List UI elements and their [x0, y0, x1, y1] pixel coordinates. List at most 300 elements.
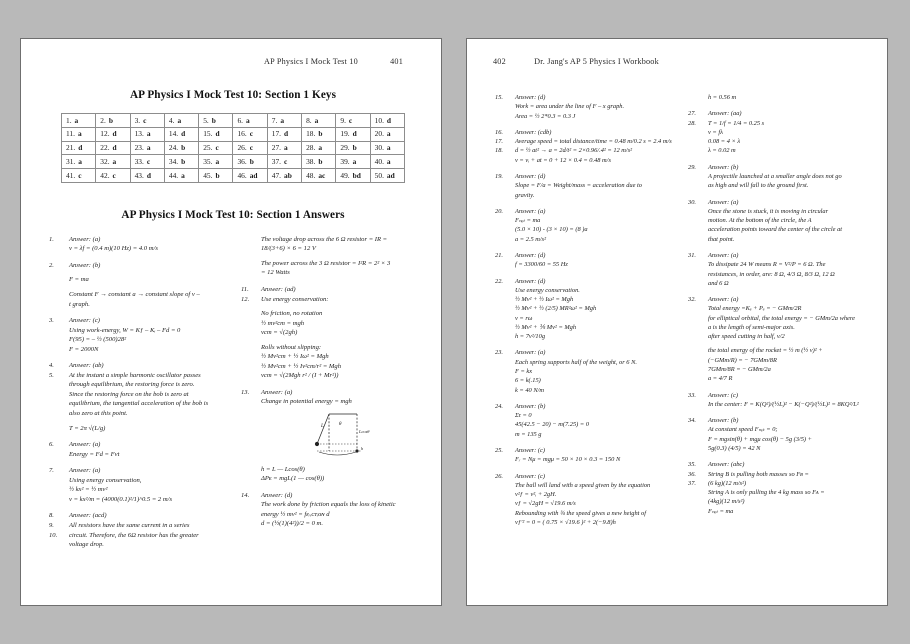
answer-item — [686, 416, 865, 453]
answer-item — [493, 348, 672, 394]
answer-item-number: 3. — [49, 317, 54, 325]
question-number: 50. — [374, 170, 384, 180]
answer-item-numbers — [47, 440, 69, 450]
answer-letter: d — [352, 129, 357, 139]
answer-key-cell — [164, 114, 198, 128]
answer-item-body — [708, 391, 865, 410]
answer-letter: a — [386, 156, 391, 166]
answer-item — [239, 235, 419, 278]
running-head-title: Dr. Jang's AP 5 Physics I Workbook — [534, 57, 659, 66]
question-number: 26. — [237, 143, 247, 153]
answer-line: String A is only pulling the 4 kg mass so Fᴀ = — [708, 489, 825, 497]
answer-line: T = 2π √(L/g) — [69, 424, 106, 432]
answer-letter: d — [284, 129, 289, 139]
question-number: 23. — [134, 143, 144, 153]
answer-letter: d — [146, 170, 151, 180]
answer-letter: b — [181, 156, 186, 166]
answer-item — [47, 235, 225, 254]
answer-line: 5g(0.3) (4/5) = 42 N — [708, 445, 761, 452]
answer-key-cell — [130, 169, 164, 183]
answer-line: Change in potential energy = mgh — [261, 398, 352, 406]
answer-line: Fₙₑₜ = ma — [708, 507, 734, 515]
answer-line: h = 7v²/10g — [515, 333, 546, 341]
answer-line: Use energy conservation: — [261, 295, 329, 303]
answer-line: Answer: (d) — [261, 491, 293, 499]
answer-key-cell — [62, 155, 96, 169]
answer-item-numbers — [493, 207, 515, 216]
answer-line: ½ Mv² + ⅕ Mv² = Mgh — [515, 323, 577, 331]
answer-line: At constant speed Fₙₑₜ = 0; — [708, 426, 778, 434]
answer-item-body — [708, 416, 865, 453]
question-number: 31. — [66, 156, 76, 166]
answer-line: (5.0 × 10) - (3 × 10) = (8 )a — [515, 226, 588, 234]
answer-letter: a — [181, 170, 185, 180]
answer-line: a is the length of semi-major axis. — [708, 323, 795, 331]
answer-item-body — [708, 109, 865, 155]
answer-line: vƒ′² = 0 = ( 0.75 × √19.6 )² + 2(−9.8)h — [515, 518, 616, 526]
answer-line: motion. At the bottom of the circle, the A — [708, 217, 812, 225]
answer-line: ½ kx² = ½ mv² — [69, 486, 108, 494]
answer-key-cell — [96, 141, 130, 155]
answer-letter: a — [112, 156, 117, 166]
answer-letter: a — [386, 129, 391, 139]
answer-line: Answer: (cdb) — [515, 128, 552, 136]
answer-item — [47, 466, 225, 504]
answer-item-body — [261, 285, 419, 381]
answer-line: that point. — [708, 235, 735, 243]
answer-letter: ac — [318, 170, 326, 180]
answer-line: (6 kg)(12 m/s²) — [708, 479, 747, 487]
answer-letter: a — [246, 115, 250, 125]
answer-line: ΔPᴇ = mgL(1 — cos(θ)) — [261, 475, 325, 483]
answer-item-body — [69, 316, 225, 354]
answer-letter: a — [352, 156, 357, 166]
answer-item — [686, 109, 865, 155]
answer-line: T = 1/f = 1/4 = 0.25 s — [708, 119, 765, 127]
question-number: 35. — [203, 156, 213, 166]
answer-letter: c — [78, 170, 82, 180]
answer-line: Answer: (d) — [515, 94, 546, 101]
answer-item-body — [708, 460, 865, 516]
answer-letter: ab — [284, 170, 292, 180]
answer-line: 18/(3+6) × 6 = 12 V — [261, 245, 316, 253]
answer-line: Each spring supports half of the weight, or 6 N. — [515, 358, 637, 366]
answer-line: the total energy of the rocket = ½ m (½ v)² + — [708, 347, 823, 355]
pendulum-diagram — [313, 411, 419, 461]
question-number: 19. — [340, 129, 350, 139]
answer-line: Answer: (abc) — [708, 461, 745, 469]
answer-letter: d — [112, 143, 117, 153]
answer-item — [47, 440, 225, 459]
question-number: 42. — [100, 170, 110, 180]
answer-item-numbers — [686, 460, 708, 488]
answer-letter: d — [181, 129, 186, 139]
answer-item-numbers — [493, 446, 515, 455]
answer-key-cell — [302, 114, 336, 128]
answer-line: Answer: (b) — [708, 163, 739, 171]
answer-key-row — [62, 141, 405, 155]
answer-item-body — [708, 295, 865, 384]
answer-line: as high and will fall to the ground first. — [708, 182, 809, 190]
question-number: 8. — [306, 115, 312, 125]
answer-item-number: 30. — [688, 198, 696, 206]
answer-letter: a — [78, 156, 82, 166]
answer-line: Answer: (a) — [708, 251, 739, 259]
question-number: 9. — [340, 115, 346, 125]
answer-item — [47, 316, 225, 354]
answer-line: In the center: F = K(Q²)/(½L)² − K(−Q²)/(½L)² = 8KQ²/L² — [708, 400, 859, 408]
question-number: 44. — [168, 170, 179, 180]
question-number: 12. — [100, 129, 110, 139]
section-1-keys-title: AP Physics I Mock Test 10: Section 1 Keys — [129, 89, 337, 101]
answer-item — [47, 261, 225, 309]
question-number: 5. — [203, 115, 209, 125]
answer-line: Energy = Fd = Fvt — [69, 450, 120, 458]
answer-letter: b — [211, 115, 216, 125]
answer-line: 6 = k(.15) — [515, 377, 541, 385]
answer-key-row — [62, 127, 405, 141]
answer-item-body — [69, 466, 225, 504]
question-number: 22. — [100, 143, 110, 153]
page-number: 401 — [390, 57, 403, 66]
answer-item-numbers — [493, 472, 515, 481]
answer-line: a = 4/7 R — [708, 375, 733, 383]
answer-item-body — [69, 511, 225, 549]
answer-letter: c — [143, 115, 147, 125]
answer-item-numbers — [493, 277, 515, 286]
answer-letter: c — [348, 115, 353, 125]
question-number: 33. — [134, 156, 144, 166]
answer-key-cell — [62, 141, 96, 155]
answer-line: Area = ½ 2*0.3 = 0.3 J — [515, 112, 576, 120]
answer-key-cell — [302, 155, 336, 169]
answer-item-body — [515, 446, 672, 465]
answer-item — [686, 391, 865, 410]
answer-item-number: 31. — [688, 251, 696, 259]
answer-item-body — [69, 361, 225, 433]
question-number: 40. — [374, 156, 384, 166]
answer-line: F = ma — [69, 276, 89, 284]
question-number: 27. — [271, 143, 282, 153]
answer-line: Rolls without slipping: — [261, 343, 322, 351]
answer-key-cell — [370, 169, 404, 183]
answer-line: Answer: (b) — [708, 417, 739, 425]
answer-item-body — [708, 163, 865, 191]
answer-letter: c — [249, 143, 254, 153]
answer-item-number: 7. — [49, 467, 54, 475]
answer-line: through equilibrium, the restoring force is zero. — [69, 381, 195, 389]
answer-key-row — [62, 169, 405, 183]
answer-line: Answer: (a) — [515, 207, 546, 215]
answer-line: resistances, in order, are: 8 Ω, 4/3 Ω, 8/3 Ω, 12 Ω — [708, 270, 835, 278]
answer-line: ½ Mv² + ½ (2/5) MR²ω² = Mgh — [515, 305, 597, 313]
question-number: 4. — [168, 115, 175, 125]
answer-item-body — [261, 388, 419, 484]
answer-key-cell — [96, 169, 130, 183]
answer-item-numbers — [47, 261, 69, 271]
answer-line: Answer: (c) — [515, 447, 545, 454]
answer-letter: a — [280, 115, 285, 125]
answer-item-numbers — [47, 361, 69, 380]
answer-line: m = 135 g — [515, 430, 542, 438]
answer-letter: a — [386, 143, 391, 153]
answer-item-number: 12. — [241, 295, 250, 303]
answer-line: Average speed = total distance/time = 0.48 m/0.2 s = 2.4 m/s — [515, 138, 672, 146]
answer-line: circuit. Therefore, the 6Ω resistor has the greater — [69, 531, 199, 539]
answer-line: F = mgsin(θ) + mgμ cos(θ) − 5g (3/5) + — [708, 435, 812, 443]
answer-item-number: 16. — [495, 128, 503, 136]
answer-item-number: 4. — [49, 362, 54, 370]
answer-letter: d — [386, 115, 392, 125]
answer-item — [493, 402, 672, 439]
answer-key-cell — [267, 169, 301, 183]
answer-item-numbers — [686, 198, 708, 207]
answer-line: also zero at this point. — [69, 410, 128, 418]
answer-item-numbers — [493, 93, 515, 102]
answer-item-number: 27. — [688, 110, 696, 118]
answer-item-body — [515, 472, 672, 528]
question-number: 41. — [66, 170, 76, 180]
running-head-right-page — [493, 57, 865, 71]
answer-line: voltage drop. — [69, 541, 104, 549]
answer-item-body — [515, 93, 672, 121]
answer-item-numbers — [493, 128, 515, 156]
answer-letter: d — [215, 129, 220, 139]
question-number: 20. — [374, 129, 384, 139]
question-number: 25. — [203, 143, 213, 153]
answer-key-row — [62, 114, 405, 128]
answer-line: energy ½ mv² = fғᵣᵢᴄᴛᵢᴏɴ d — [261, 510, 330, 518]
answer-key-cell — [370, 127, 404, 141]
answer-item — [686, 295, 865, 384]
answer-item-numbers — [686, 163, 708, 172]
question-number: 6. — [237, 115, 244, 125]
answer-item-number: 36. — [688, 470, 696, 478]
question-number: 3. — [134, 115, 141, 125]
answer-line: Work = area under the line of F – x graph. — [515, 103, 625, 111]
answer-line: Στ = 0 — [515, 412, 532, 420]
question-number: 48. — [306, 170, 316, 180]
answer-line: Once the stone is stuck, it is moving in circular — [708, 207, 829, 215]
answer-item — [686, 163, 865, 191]
running-head-title: AP Physics I Mock Test 10 — [264, 57, 358, 66]
answer-item — [239, 388, 419, 484]
answer-letter: ad — [249, 170, 258, 180]
answer-key-cell — [199, 141, 233, 155]
answer-line: Answer: (a) — [69, 235, 101, 243]
answer-key-cell — [199, 155, 233, 169]
question-number: 37. — [271, 156, 282, 166]
answer-line: v = fλ — [708, 128, 723, 136]
answer-line: Fᵣ = Nμ = mgμ = 50 × 10 × 0.3 = 150 N — [515, 456, 621, 464]
answer-item-number: 29. — [688, 163, 696, 171]
answer-line: Answer: (ad) — [261, 286, 296, 294]
answer-item-numbers — [493, 172, 515, 181]
answer-item-number: 25. — [495, 447, 503, 454]
answer-key-cell — [96, 127, 130, 141]
answer-line: All resistors have the same current in a series — [69, 521, 190, 529]
answer-line: k = 40 N/m — [515, 386, 544, 394]
answer-item-number: 35. — [688, 461, 696, 469]
question-number: 16. — [237, 129, 247, 139]
answer-key-cell — [130, 114, 164, 128]
answer-line: vcm = √(2gh) — [261, 329, 298, 337]
answer-line: vƒ = √2gH = √19.6 m/s — [515, 500, 576, 508]
answer-line: v = rω — [515, 314, 533, 322]
answer-key-cell — [302, 127, 336, 141]
answer-item — [493, 93, 672, 121]
answer-letter: b — [249, 156, 254, 166]
answer-line: Answer: (d) — [515, 172, 546, 180]
answer-key-cell — [233, 169, 267, 183]
question-number: 32. — [100, 156, 110, 166]
question-number: 30. — [374, 143, 384, 153]
answer-line: Answer: (a) — [69, 441, 101, 449]
answer-item-numbers — [493, 251, 515, 260]
answer-line: F = 2000N — [69, 345, 99, 353]
answer-letter: d — [78, 143, 83, 153]
answer-key-cell — [302, 169, 336, 183]
question-number: 24. — [168, 143, 179, 153]
answer-line: equilibrium, the tangential acceleration of the bob is — [69, 400, 209, 408]
answer-item-number: 18. — [495, 147, 503, 155]
answer-item — [47, 361, 225, 433]
answers-column-2 — [686, 93, 865, 534]
answer-item — [239, 491, 419, 529]
answer-item-number: 22. — [495, 277, 503, 285]
question-number: 45. — [203, 170, 213, 180]
answer-item-number: 19. — [495, 172, 503, 180]
answer-item-numbers — [686, 416, 708, 425]
answer-item-numbers — [239, 388, 261, 398]
answer-letter: ad — [386, 170, 395, 180]
answer-key-cell — [199, 114, 233, 128]
answer-key-cell — [96, 155, 130, 169]
answer-item — [239, 285, 419, 381]
answer-item — [493, 251, 672, 270]
answer-line: v = vᵢ + at = 0 + 12 × 0.4 = 0.48 m/s — [515, 156, 611, 164]
answer-key-cell — [62, 169, 96, 183]
answer-key-cell — [267, 155, 301, 169]
answer-line: Answer: (b) — [515, 402, 546, 410]
answer-item-number: 1. — [49, 235, 54, 243]
answer-line: To dissipate 24 W means R = V²/P = 6 Ω. The — [708, 261, 826, 269]
answer-line: λ = 0.02 m — [708, 147, 736, 155]
answer-letter: a — [215, 156, 220, 166]
question-number: 2. — [100, 115, 106, 125]
answer-key-cell — [199, 169, 233, 183]
answer-item-number: 9. — [49, 521, 54, 529]
answer-item-body — [515, 251, 672, 270]
answer-key-cell — [233, 127, 267, 141]
answer-item-number: 6. — [49, 441, 54, 449]
question-number: 21. — [66, 143, 76, 153]
answer-key-cell — [267, 141, 301, 155]
answer-line: Answer: (c) — [515, 472, 545, 480]
running-head-left-page — [47, 57, 419, 71]
question-number: 11. — [66, 129, 75, 139]
answer-letter: b — [352, 143, 357, 153]
answer-item-body — [261, 235, 419, 278]
answer-item-body — [708, 198, 865, 244]
answer-line: d = (½(1)(4²))/2 = 0 m. — [261, 520, 323, 528]
answer-letter: a — [77, 129, 82, 139]
answer-line: t graph. — [69, 300, 90, 308]
answer-line: Answer: (a) — [261, 388, 293, 396]
answer-item — [686, 198, 865, 244]
answer-key-cell — [336, 114, 370, 128]
answer-key-cell — [370, 155, 404, 169]
question-number: 13. — [134, 129, 144, 139]
answer-letter: bd — [352, 170, 361, 180]
answer-line: (−GMm/R) = − 7GMm/8R — [708, 356, 777, 364]
answer-item — [493, 472, 672, 528]
question-number: 7. — [271, 115, 278, 125]
answer-key-cell — [267, 127, 301, 141]
question-number: 14. — [168, 129, 179, 139]
answer-line: Using energy conservation, — [69, 476, 142, 484]
question-number: 43. — [134, 170, 144, 180]
question-number: 18. — [306, 129, 316, 139]
answer-key-row — [62, 155, 405, 169]
answer-letter: c — [146, 156, 151, 166]
answer-item-body — [515, 207, 672, 244]
answer-key-cell — [62, 114, 96, 128]
answer-line: Answer: (c) — [69, 317, 100, 325]
answer-item-number: 17. — [495, 138, 503, 146]
answer-line: ½ Mv²cm + ½ Iv²cm/r² = Mgh — [261, 362, 342, 370]
answer-item-body — [515, 277, 672, 342]
answer-line: Answer: (acd) — [69, 512, 107, 520]
answer-letter: b — [181, 143, 186, 153]
answer-line: Fₙₑₜ = ma — [515, 217, 541, 225]
answer-letter: a — [146, 129, 151, 139]
answer-line: after speed cutting in half, v/2 — [708, 333, 785, 341]
answer-line: v = λf = (0.4 m)(10 Hz) = 4.0 m/s — [69, 245, 158, 253]
answer-item-body — [708, 93, 865, 102]
svg-text:h: h — [361, 446, 364, 452]
svg-text:Lcosθ: Lcosθ — [359, 429, 370, 435]
answer-line: and 6 Ω — [708, 279, 729, 287]
answer-line: ½ mv²cm = mgh — [261, 319, 305, 327]
question-number: 36. — [237, 156, 247, 166]
answer-item-number: 20. — [495, 207, 503, 215]
answer-item — [493, 128, 672, 165]
answer-line: F(95) = – ½ (500)28² — [69, 336, 127, 344]
answer-item-numbers — [239, 285, 261, 304]
answer-item-number: 11. — [241, 286, 249, 294]
answer-line: Answer: (a) — [69, 467, 101, 475]
answer-letter: b — [318, 129, 323, 139]
answer-line: A projectile launched at a smaller angle does not go — [708, 172, 842, 180]
answer-item-numbers — [47, 316, 69, 326]
answer-line: 0.08 = 4 × λ — [708, 138, 741, 146]
answer-key-cell — [164, 155, 198, 169]
answer-item-numbers — [686, 391, 708, 400]
answer-line: Answer: (d) — [515, 277, 546, 285]
page-number: 402 — [493, 57, 506, 66]
answer-item-number: 21. — [495, 251, 503, 259]
answer-item-numbers — [47, 466, 69, 476]
question-number: 15. — [203, 129, 213, 139]
answer-line: Using work-energy, W = Kƒ – Kᵢ – Fd = 0 — [69, 326, 181, 334]
question-number: 47. — [271, 170, 282, 180]
answer-line: No friction, no rotation — [261, 310, 323, 318]
answer-item-body — [515, 128, 672, 165]
question-number: 1. — [66, 115, 72, 125]
answer-line: 7GMm/8R = − GMm/2a — [708, 366, 771, 374]
answer-line: F = kx — [515, 368, 533, 376]
